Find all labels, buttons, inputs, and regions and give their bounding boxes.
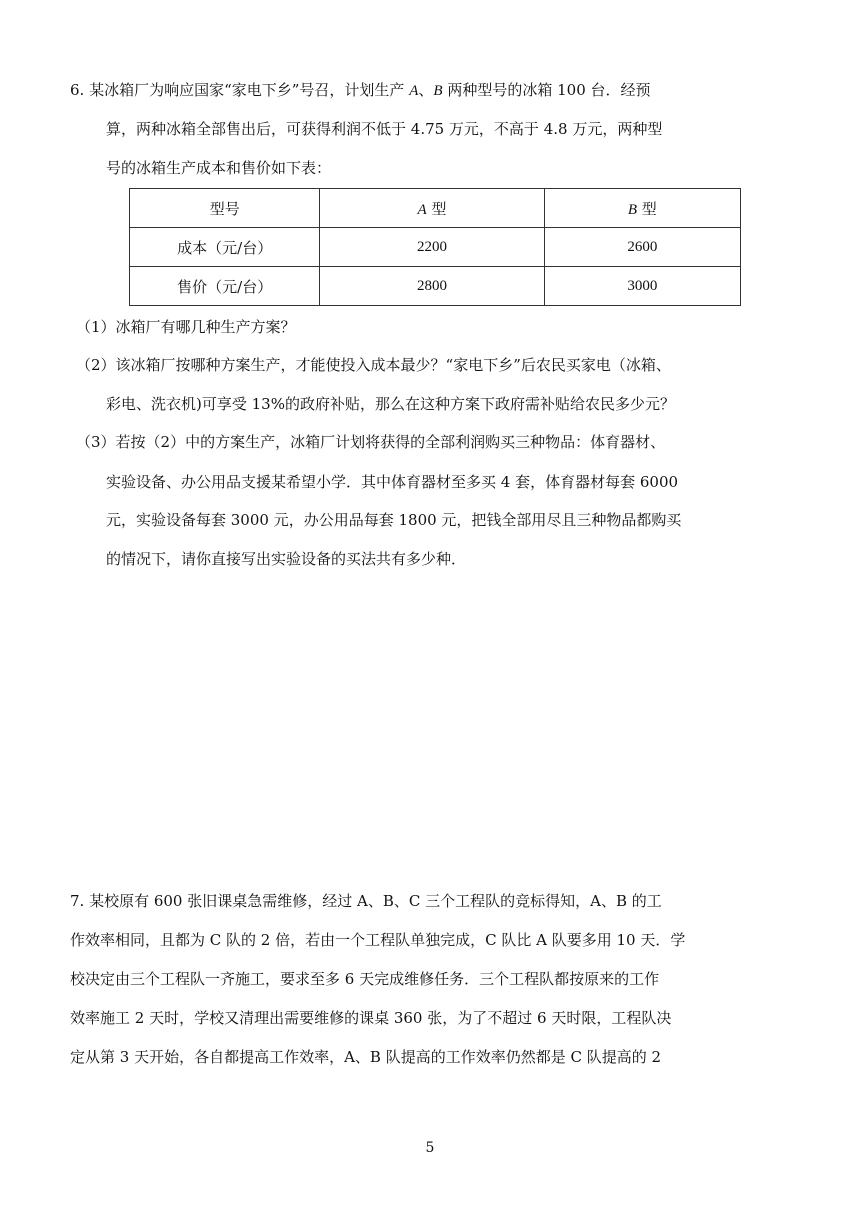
header-a-letter: A: [417, 201, 427, 218]
q6-sub-3-line-4: 的情况下，请你直接写出实验设备的买法共有多少种．: [106, 550, 467, 568]
header-a-suffix: 型: [431, 199, 447, 218]
header-type-a: [320, 189, 544, 228]
q6-sub-3-line-2: 实验设备、办公用品支援某希望小学．其中体育器材至多买 4 套，体育器材每套 6000: [106, 473, 679, 491]
q6-sub-2-line-1: （2）该冰箱厂按哪种方案生产，才能使投入成本最少？“家电下乡”后农民买家电（冰箱、: [76, 356, 671, 374]
cell-value: 3000: [544, 267, 740, 306]
cell-value: 2600: [544, 228, 740, 267]
q6-line-1-text: 6. 某冰箱厂为响应国家“家电下乡”号召，计划生产: [70, 81, 405, 99]
q7-line-1: 7. 某校原有 600 张旧课桌急需维修，经过 A、B、C 三个工程队的竞标得知，A、B 的工: [70, 892, 662, 910]
q7-line-4: 效率施工 2 天时，学校又清理出需要维修的课桌 360 张，为了不超过 6 天时限，工程队决: [70, 1009, 672, 1027]
separator: 、: [418, 81, 434, 99]
table-row: [130, 228, 741, 267]
cost-price-table: [129, 188, 741, 306]
q6-line-3: 号的冰箱生产成本和售价如下表：: [106, 159, 332, 177]
q6-line-1-tail: 两种型号的冰箱 100 台．经预: [447, 81, 651, 99]
q6-sub-2-line-2: 彩电、洗衣机)可享受 13%的政府补贴，那么在这种方案下政府需补贴给农民多少元？: [106, 395, 675, 413]
table-header-row: [130, 189, 741, 228]
q6-sub-3-line-3: 元，实验设备每套 3000 元，办公用品每套 1800 元，把钱全部用尽且三种物品都购买: [106, 511, 682, 529]
cell-value: 2200: [320, 228, 544, 267]
header-model: 型号: [130, 189, 320, 228]
q7-line-2: 作效率相同，且都为 C 队的 2 倍，若由一个工程队单独完成，C 队比 A 队要多用 10 天．学: [70, 931, 686, 949]
q6-line-2: 算，两种冰箱全部售出后，可获得利润不低于 4.75 万元，不高于 4.8 万元，两种型: [106, 120, 663, 138]
q7-line-3: 校决定由三个工程队一齐施工，要求至多 6 天完成维修任务．三个工程队都按原来的工作: [70, 970, 660, 988]
page-number: 5: [425, 1140, 435, 1156]
row-label: 售价（元/台）: [130, 267, 320, 306]
row-label: 成本（元/台）: [130, 228, 320, 267]
var-b: B: [433, 83, 443, 99]
var-a: A: [409, 83, 419, 99]
header-b-suffix: 型: [641, 199, 657, 218]
cell-value: 2800: [320, 267, 544, 306]
q6-sub-3-line-1: （3）若按（2）中的方案生产，冰箱厂计划将获得的全部利润购买三种物品：体育器材、: [76, 433, 666, 451]
header-b-letter: B: [627, 201, 637, 218]
q6-sub-1: （1）冰箱厂有哪几种生产方案？: [76, 318, 296, 336]
q6-line-1: [70, 80, 651, 101]
q7-line-5: 定从第 3 天开始，各自都提高工作效率，A、B 队提高的工作效率仍然都是 C 队提高的 2: [70, 1048, 662, 1066]
header-type-b: [544, 189, 740, 228]
table-row: [130, 267, 741, 306]
